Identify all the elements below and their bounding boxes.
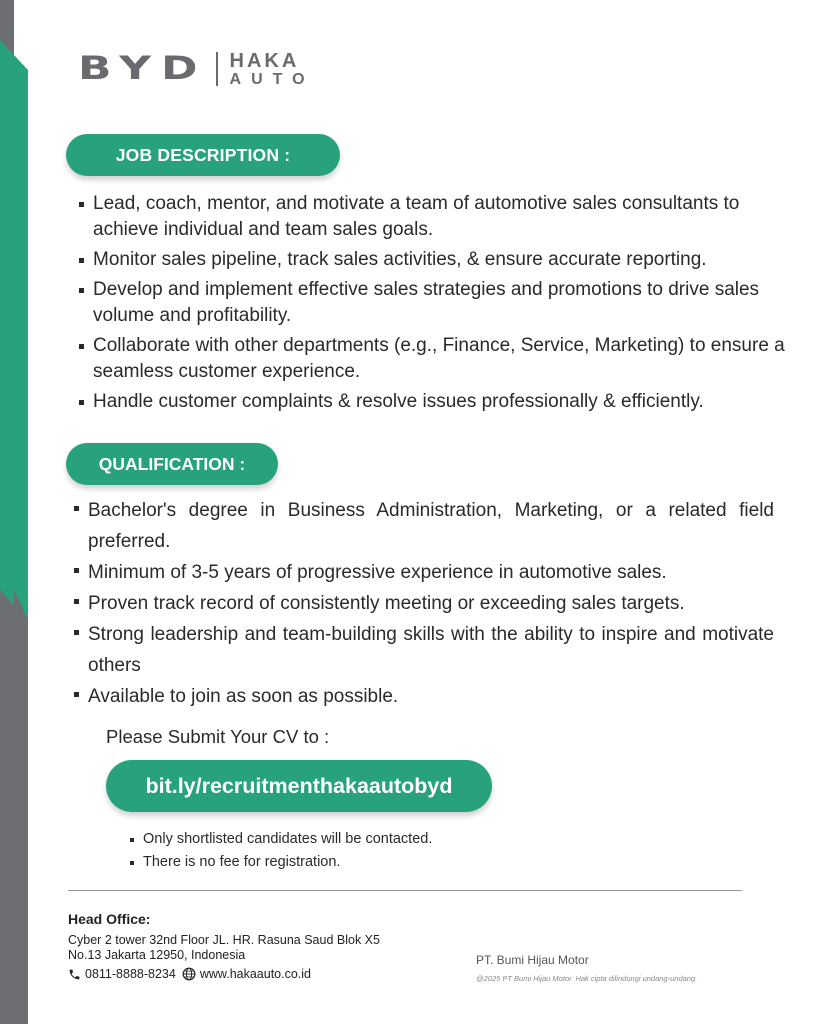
list-item: Proven track record of consistently meeting or exceeding sales targets.: [74, 588, 774, 619]
company-name: PT. Bumi Hijau Motor: [476, 953, 589, 967]
website-group: [182, 967, 311, 981]
list-item: Handle customer complaints & resolve issues professionally & efficiently.: [79, 389, 789, 415]
head-office-title: Head Office:: [68, 911, 151, 927]
haka-auto-logo: [230, 51, 315, 88]
phone-number[interactable]: 0811-8888-8234: [85, 967, 176, 981]
list-item: Strong leadership and team-building skills with the ability to inspire and motivate others: [74, 619, 774, 681]
side-green-band: [0, 0, 28, 1024]
footer-divider: [68, 890, 742, 891]
list-item: Bachelor's degree in Business Administration, Marketing, or a related field preferred.: [74, 495, 774, 557]
recruitment-link[interactable]: bit.ly/recruitmenthakaautobyd: [106, 760, 492, 812]
job-description-heading: JOB DESCRIPTION :: [66, 134, 340, 176]
list-item: Minimum of 3-5 years of progressive experience in automotive sales.: [74, 557, 774, 588]
copyright-notice: @2025 PT Bumi Hijau Motor. Hak cipta dilindungi undang-undang.: [476, 974, 698, 983]
submit-cv-label: Please Submit Your CV to :: [106, 726, 330, 747]
list-item: Monitor sales pipeline, track sales activities, & ensure accurate reporting.: [79, 247, 789, 273]
list-item: Lead, coach, mentor, and motivate a team of automotive sales consultants to achieve individual and team sales goals.: [79, 191, 789, 243]
list-item: Develop and implement effective sales strategies and promotions to drive sales volume and profitability.: [79, 277, 789, 329]
logo-haka: HAKA: [229, 49, 300, 72]
qualification-list: [74, 495, 774, 712]
list-item: Collaborate with other departments (e.g., Finance, Service, Marketing) to ensure a seamless customer experience.: [79, 333, 789, 385]
contact-info: [68, 967, 311, 981]
submission-notes: [130, 828, 432, 874]
byd-logo: BYD: [78, 50, 208, 87]
logo-divider: [216, 52, 218, 86]
globe-icon: [182, 967, 196, 981]
note-item: Only shortlisted candidates will be contacted.: [130, 828, 432, 851]
brand-logo: [78, 48, 315, 90]
phone-icon: [68, 968, 81, 981]
logo-auto: AUTO: [229, 70, 315, 88]
website-link[interactable]: www.hakaauto.co.id: [199, 967, 312, 981]
list-item: Available to join as soon as possible.: [74, 681, 774, 712]
qualification-heading: QUALIFICATION :: [66, 443, 278, 485]
job-description-list: [79, 191, 789, 419]
note-item: There is no fee for registration.: [130, 851, 432, 874]
head-office-address: Cyber 2 tower 32nd Floor JL. HR. Rasuna Saud Blok X5 No.13 Jakarta 12950, Indonesia: [68, 933, 380, 962]
